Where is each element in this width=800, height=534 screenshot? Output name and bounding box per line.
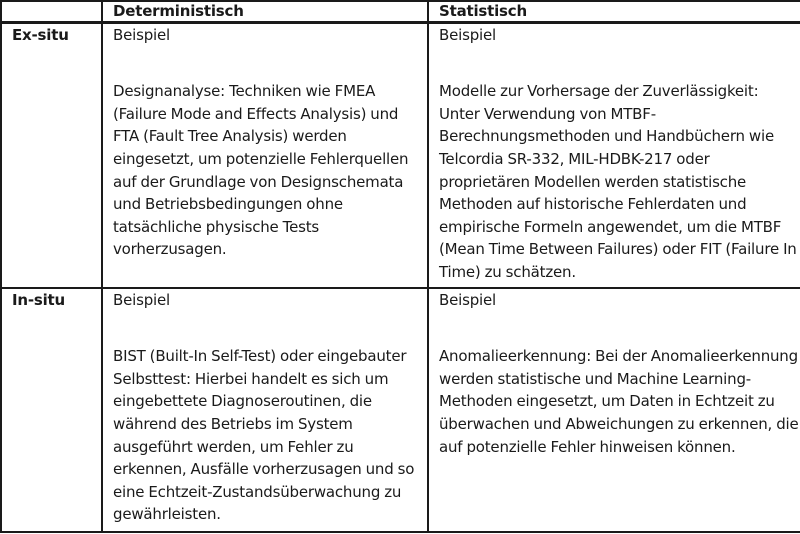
spacer	[113, 47, 427, 70]
example-label: Beispiel	[439, 291, 496, 309]
cell-description: BIST (Built-In Self-Test) oder eingebauter Selbsttest: Hierbei handelt es sich um eingebettete Diagnoseroutinen, die während des Betriebs im System ausgeführt werden, um Fehler zu erkennen, Ausfälle vorherzusagen und so eine Echtzeit-Zustandsüberwachung zu gewährleisten.	[113, 347, 415, 524]
header-statistical: Statistisch	[428, 1, 800, 23]
cell-in-situ-statistical	[428, 288, 800, 532]
spacer	[439, 47, 800, 70]
cell-description: Modelle zur Vorhersage der Zuverlässigkeit: Unter Verwendung von MTBF-Berechnungsmethoden und Handbüchern wie Telcordia SR-332, MIL-HDBK-217 oder proprietären Modellen werden statistische Methoden auf historische Fehlerdaten und empirische Formeln angewendet, um die MTBF (Mean Time Between Failures) oder FIT (Failure In Time) zu schätzen.	[439, 82, 797, 281]
example-label: Beispiel	[113, 26, 170, 44]
cell-ex-situ-deterministic	[102, 23, 428, 289]
header-row	[1, 1, 800, 23]
table-row-ex-situ	[1, 23, 800, 289]
spacer	[113, 312, 427, 335]
example-label: Beispiel	[113, 291, 170, 309]
table-row-in-situ	[1, 288, 800, 532]
row-label-in-situ: In-situ	[1, 288, 102, 532]
cell-in-situ-deterministic	[102, 288, 428, 532]
cell-description: Anomalieerkennung: Bei der Anomalieerkennung werden statistische und Machine Learning-Methoden eingesetzt, um Daten in Echtzeit zu überwachen und Abweichungen zu erkennen, die auf potenzielle Fehler hinweisen können.	[439, 347, 799, 456]
header-deterministic: Deterministisch	[102, 1, 428, 23]
spacer	[439, 312, 800, 335]
example-label: Beispiel	[439, 26, 496, 44]
header-corner-cell	[1, 1, 102, 23]
cell-description: Designanalyse: Techniken wie FMEA (Failure Mode and Effects Analysis) und FTA (Fault Tree Analysis) werden eingesetzt, um potenzielle Fehlerquellen auf der Grundlage von Designschemata und Betriebsbedingungen ohne tatsächliche physische Tests vorherzusagen.	[113, 82, 409, 259]
cell-ex-situ-statistical	[428, 23, 800, 289]
row-label-ex-situ: Ex-situ	[1, 23, 102, 289]
